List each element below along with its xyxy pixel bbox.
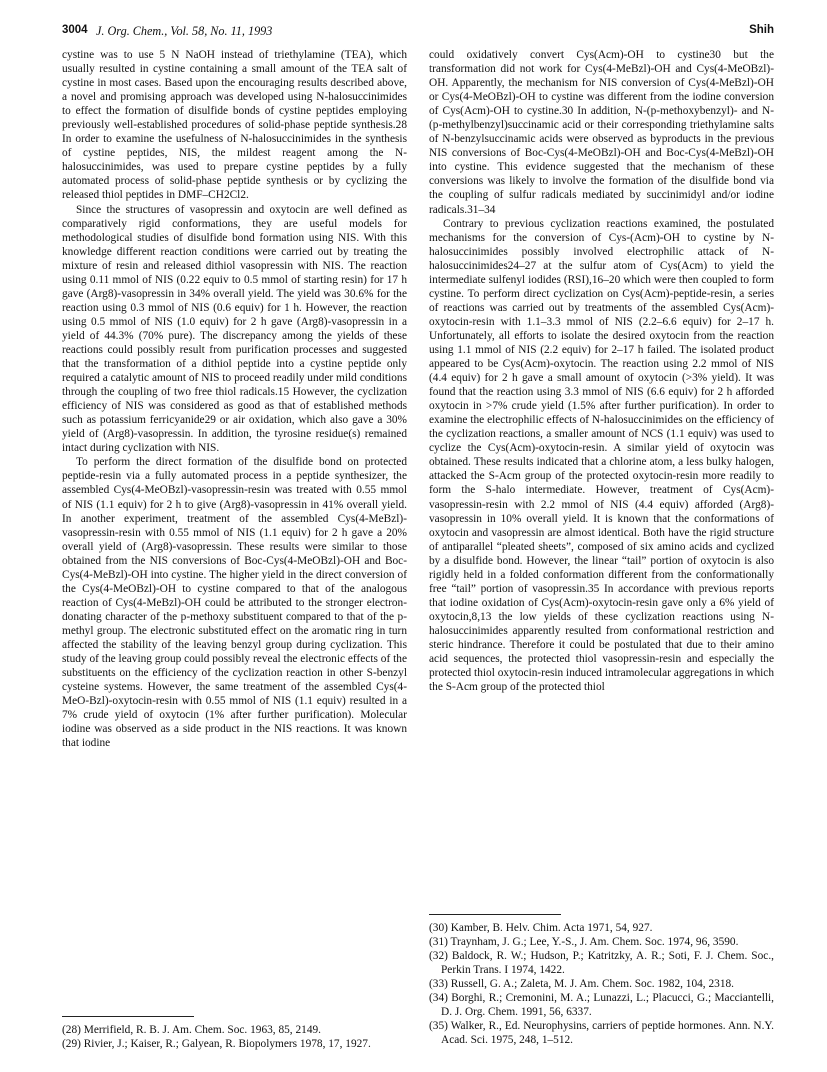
- footnote: (29) Rivier, J.; Kaiser, R.; Galyean, R. Biopolymers 1978, 17, 1927.: [62, 1038, 371, 1051]
- footnote: (34) Borghi, R.; Cremonini, M. A.; Lunazzi, L.; Placucci, G.; Macciantelli, D. J. Org. Chem. 1991, 56, 6337.: [429, 992, 774, 1019]
- body-paragraph: cystine was to use 5 N NaOH instead of triethylamine (TEA), which usually resulted in cystine containing a small amount of the TEA salt of cystine in most cases. Based upon the encouraging results described above, a novel and promising approach was developed using N-halosuccinimides to effect the formation of disulfide bonds of cystine peptides employing previously well-established procedures of solid-phase peptide synthesis.28 In order to examine the usefulness of N-halosuccinimides in the synthesis of cystine peptides, NIS, the mildest reagent among the N-halosuccinimides, was used to prepare cystine peptides by a fully automated process of solid-phase peptide synthesis or by cyclizing the released thiol peptides in DMF–CH2Cl2.: [62, 49, 407, 202]
- footnote: (28) Merrifield, R. B. J. Am. Chem. Soc. 1963, 85, 2149.: [62, 1024, 322, 1036]
- footnote: (35) Walker, R., Ed. Neurophysins, carriers of peptide hormones. Ann. N.Y. Acad. Sci. 1975, 248, 1–512.: [429, 1020, 774, 1047]
- footnote-rule: [62, 1016, 194, 1017]
- body-paragraph: To perform the direct formation of the disulfide bond on protected peptide-resin via a fully automated process in a peptide synthesizer, the assembled Cys(4-MeOBzl)-vasopressin-resin was treated with 0.55 mmol of NIS (1.1 equiv) for 2 h to give (Arg8)-vasopressin in 41% overall yield. In another experiment, treatment of the assembled Cys(4-MeBzl)-vasopressin-resin with 0.55 mmol of NIS (1.1 equiv) for 2 h gave a 20% overall yield of (Arg8)-vasopressin. These results were similar to those obtained from the NIS conversions of Boc-Cys(4-MeOBzl)-OH and Boc-Cys(4-MeBzl)-OH into cystine. The higher yield in the direct conversion of the Cys(4-MeOBzl)-OH to cystine compared to that of the analogous reaction of Cys(4-MeBzl)-OH could be attributed to the stronger electron-donating character of the p-methoxy substituent compared to that of the p-methyl group. The electronic substituted effect on the aromatic ring in turn affected the stability of the leaving benzyl group during cyclization. This study of the leaving group could possibly reveal the electronic effects of the substituents on the efficiency of the cyclization reaction in other S-benzyl cysteine systems. However, the same treatment of the assembled Cys(4-MeO-Bzl)-oxytocin-resin with 0.55 mmol of NIS (1.1 equiv) resulted in a 7% crude yield of oxytocin (1% after further purification). Molecular iodine was observed as a side product in the NIS reactions. It was known that iodine: [62, 456, 407, 750]
- body-paragraph: Since the structures of vasopressin and oxytocin are well defined as comparatively rigid conformations, they are useful models for methodological studies of disulfide bond formation using NIS. With this knowledge different reaction conditions were carried out by treating the mixture of resin and released dithiol vasopressin with NIS. The reaction using 0.11 mmol of NIS (0.22 equiv to 0.5 mmol of starting resin) for 17 h gave (Arg8)-vasopressin in 34% overall yield. The yield was 30.6% for the reaction using 0.3 mmol of NIS (0.6 equiv) for 1 h. However, the reaction using 0.5 mmol of NIS (1.0 equiv) for 2 h gave (Arg8)-vasopressin in a yield of 44.3% (70% pure). The discrepancy among the yields of these reactions could possibly result from purification processes and suggested that the transformation of a dithiol peptide into a cystine peptide only required a catalytic amount of NIS to proceed readily under mild conditions through the coupling of two free thiol radicals.15 However, the cyclization efficiency of NIS was considered as good as that of established methods such as potassium ferricyanide29 or air oxidation, which also gave a 30% yield of (Arg8)-vasopressin. In addition, the tyrosine residue(s) remained intact during cyclization with NIS.: [62, 203, 407, 455]
- body-paragraph: could oxidatively convert Cys(Acm)-OH to cystine30 but the transformation did not work for Cys(4-MeBzl)-OH and Cys(4-MeOBzl)-OH. Apparently, the mechanism for NIS conversion of Cys(4-MeBzl)-OH or Cys(4-MeOBzl)-OH to cystine was different from the iodine conversion of Cys(Acm)-OH to cystine.30 In addition, N-(p-methoxybenzyl)- and N-(p-methylbenzyl)succinamic acid or their corresponding triethylamine salts of N-benzylsuccinamic acids were observed as byproducts in the previous NIS conversions of Boc-Cys(4-MeOBzl)-OH and Boc-Cys(4-MeBzl)-OH into cystine. This evidence suggested that the mechanism of these conversions was likely to involve the formation of the disulfide bond via the coupling of sulfur radicals mediated by succinimidyl and/or iodine radicals.31–34: [429, 49, 774, 216]
- left-column: [62, 48, 407, 1051]
- footnote-rule: [429, 914, 561, 915]
- running-author: Shih: [749, 24, 774, 36]
- footnote: (30) Kamber, B. Helv. Chim. Acta 1971, 54, 927.: [429, 922, 653, 934]
- page-number: 3004: [62, 24, 88, 36]
- footnotes: [62, 1016, 407, 1051]
- journal-citation: J. Org. Chem., Vol. 58, No. 11, 1993: [96, 24, 273, 38]
- footnote: (31) Traynham, J. G.; Lee, Y.-S., J. Am. Chem. Soc. 1974, 96, 3590.: [429, 936, 739, 949]
- footnotes: [429, 914, 774, 1047]
- body-paragraph: Contrary to previous cyclization reactions examined, the postulated mechanisms for the conversion of Cys-(Acm)-OH to cystine by N-halosuccinimides possibly involved electrophilic attack of N-halosuccinimides24–27 at the sulfur atom of Cys(Acm) to yield the intermediate sulfenyl iodides (RSI),16–20 which were then coupled to form cystine. To perform direct cyclization on Cys(Acm)-peptide-resin, a series of reactions was carried out by treatments of the assembled Cys(Acm)-oxytocin-resin with 1.1–3.3 mmol of NIS (2.2–6.6 equiv) for 2–17 h. Unfortunately, all efforts to isolate the desired oxytocin from the reaction using 1.1 mmol of NIS (2.2 equiv) for 2–17 h failed. The isolated product appeared to be Cys(Acm)-oxytocin. The reaction using 2.2 mmol of NIS (4.4 equiv) for 2 h gave a small amount of oxytocin (>3% yield). It was found that the reaction using 3.3 mmol of NIS (6.6 equiv) for 2 h afforded oxytocin in >7% crude yield (1.5% after further purification). In order to examine the electrophilic effects of N-halosuccinimides on the efficiency of the cyclization reactions, a smaller amount of NCS (1.1 equiv) was used to cyclize the Cys(Acm)-oxytocin-resin. A similar yield of oxytocin was obtained. These results indicated that a chlorine atom, a less bulky halogen, attacked the S-Acm group of the protected oxytocin-resin more readily to form the S-halo intermediate. However, treatment of Cys(Acm)-vasopressin-resin with 2.2 mmol of NIS (4.4 equiv) afforded (Arg8)-vasopressin in 10% overall yield. It is known that the conformations of oxytocin and vasopressin are almost identical. Both have the rigid structure of antiparallel “pleated sheets”, composed of six amino acids and cyclized by a disulfide bond. However, the linear “tail” portion of oxytocin is also rigidly held in a folded conformation different from the conformationally free “tail” portion of vasopressin.35 In accordance with previous reports that iodine oxidation of Cys(Acm)-oxytocin-resin gave only a 6% yield of oxytocin,8,13 the low yields of these cyclization reactions using N-halosuccinimides apparently resulted from conformational restriction and steric hindrance. Therefore it could be postulated that due to their amino acid sequences, the protected thiol vasopressin-resin and especially the protected thiol oxytocin-resin induced intramolecular aggregations in which the S-Acm group of the protected thiol: [429, 217, 774, 694]
- footnote: (32) Baldock, R. W.; Hudson, P.; Katritzky, A. R.; Soti, F. J. Chem. Soc., Perkin Trans. I 1974, 1422.: [429, 950, 774, 977]
- right-column: [429, 48, 774, 1047]
- page-header: [62, 24, 774, 40]
- footnote: (33) Russell, G. A.; Zaleta, M. J. Am. Chem. Soc. 1982, 104, 2318.: [429, 978, 735, 991]
